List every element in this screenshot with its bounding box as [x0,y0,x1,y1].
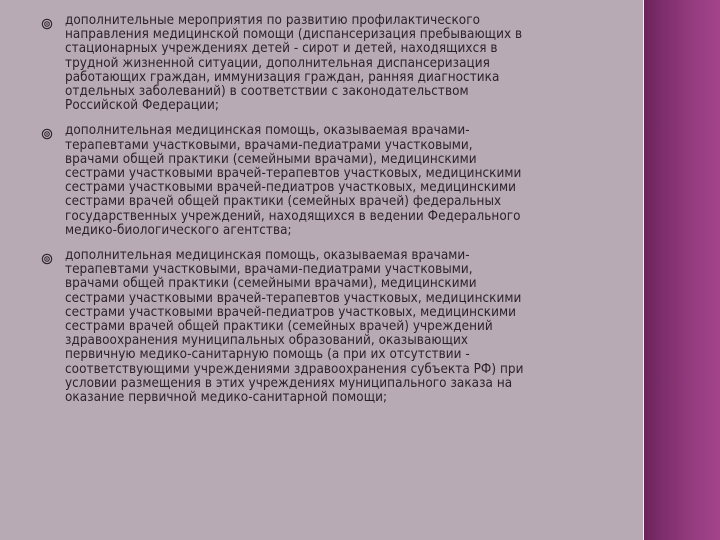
bullet-list [40,14,630,405]
bullet-item [40,249,630,405]
bullet-text-line: первичную медико-санитарную помощь (а при их отсутствии - [65,347,470,363]
bullet-text-line: сестрами участковыми врачей-педиатров участковых, медицинскими [65,180,516,196]
bullet-text-line: Российской Федерации; [65,98,219,114]
bullet-text-line: терапевтами участковыми, врачами-педиатрами участковыми, [65,262,473,278]
bullet-text-line: врачами общей практики (семейными врачами), медицинскими [65,151,477,167]
bullet-text-line: терапевтами участковыми, врачами-педиатрами участковыми, [65,137,473,153]
bullet-text-line: сестрами участковыми врачей-терапевтов участковых, медицинскими [65,166,522,182]
bullet-text-line: стационарных учреждениях детей - сирот и детей, находящихся в [65,41,498,57]
bullet-text-line: сестрами врачей общей практики (семейных врачей) учреждений [65,319,493,335]
slide-content [40,14,630,416]
bullet-text-line: трудной жизненной ситуации, дополнительная диспансеризация [65,55,490,71]
circle-bullet-icon [41,128,53,140]
bullet-text-line: дополнительная медицинская помощь, оказываемая врачами- [65,248,470,264]
bullet-text-line: врачами общей практики (семейными врачами), медицинскими [65,276,477,292]
bullet-text-line: дополнительные мероприятия по развитию профилактического [65,13,481,28]
bullet-text-line: соответствующими учреждениями здравоохранения субъекта РФ) при [65,361,524,377]
bullet-text-line: здравоохранения муниципальных образований, оказывающих [65,333,469,349]
bullet-text [65,14,630,113]
bullet-text-line: сестрами участковыми врачей-терапевтов участковых, медицинскими [65,290,522,306]
bullet-text-line: направления медицинской помощи (диспансеризация пребывающих в [65,27,523,43]
bullet-text [65,124,630,238]
bullet-text-line: государственных учреждений, находящихся в ведении Федерального [65,208,521,224]
circle-bullet-icon [41,253,53,265]
bullet-text-line: условии размещения в этих учреждениях муниципального заказа на [65,375,513,391]
bullet-text [65,249,630,405]
bullet-item [40,14,630,113]
bullet-text-line: работающих граждан, иммунизация граждан, ранняя диагностика [65,69,500,85]
bullet-text-line: сестрами участковыми врачей-педиатров участковых, медицинскими [65,304,516,320]
bullet-item [40,124,630,238]
bullet-text-line: медико-биологического агентства; [65,222,292,238]
circle-bullet-icon [41,18,53,30]
bullet-text-line: оказание первичной медико-санитарной помощи; [65,390,388,406]
bullet-text-line: отдельных заболеваний) в соответствии с законодательством [65,84,469,100]
bullet-text-line: дополнительная медицинская помощь, оказываемая врачами- [65,123,470,139]
side-accent-panel [644,0,720,540]
bullet-text-line: сестрами врачей общей практики (семейных врачей) федеральных [65,194,502,210]
